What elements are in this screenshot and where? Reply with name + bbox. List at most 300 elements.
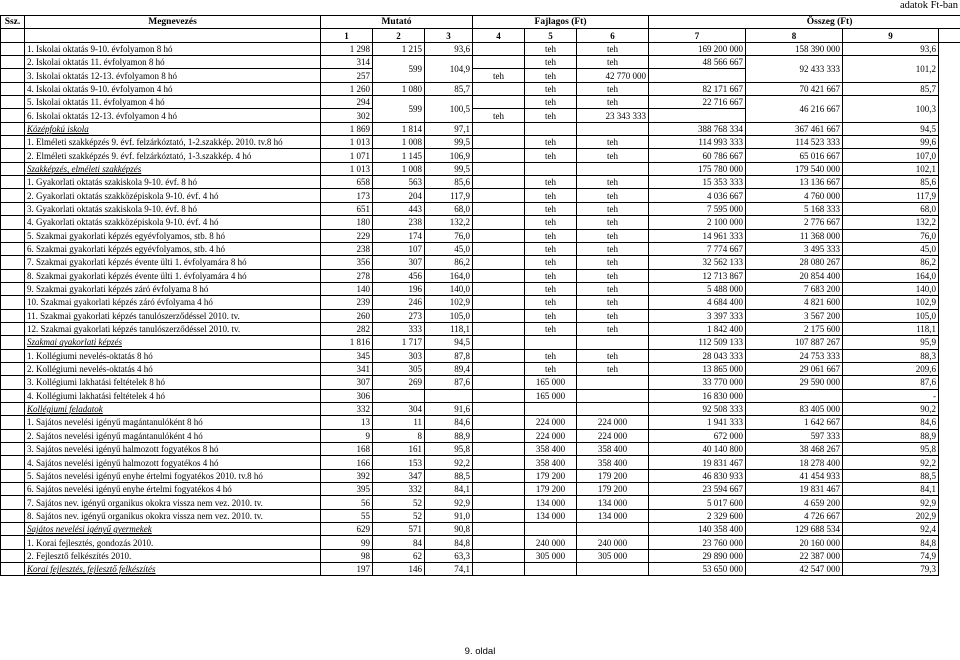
row-label: 2. Sajátos nevelési igényű magántanulóként 4 hó: [25, 429, 321, 442]
spacer-cell: [473, 362, 525, 375]
table-cell: teh: [577, 242, 649, 255]
table-cell: 8: [373, 429, 425, 442]
row-label: 7. Szakmai gyakorlati képzés évente ülti 1. évfolyamára 8 hó: [25, 256, 321, 269]
table-cell: 114 523 333: [746, 136, 843, 149]
spacer-cell: [473, 96, 525, 109]
row-label: 6. Szakmai gyakorlati képzés egyévfolyamos, stb. 4 hó: [25, 242, 321, 255]
ssz-cell: [1, 69, 25, 82]
table-cell: 70 421 667: [746, 82, 843, 95]
table-cell: 302: [321, 109, 373, 122]
ssz-cell: [1, 189, 25, 202]
table-cell: 305 000: [577, 549, 649, 562]
ssz-cell: [1, 549, 25, 562]
spacer-cell: [473, 149, 525, 162]
table-cell: 52: [373, 509, 425, 522]
ssz-cell: [1, 563, 25, 576]
table-row: [1, 416, 960, 429]
table-cell: 392: [321, 469, 373, 482]
row-label: 1. Kollégiumi nevelés-oktatás 8 hó: [25, 349, 321, 362]
table-row: [1, 349, 960, 362]
table-cell: 106,9: [425, 149, 473, 162]
table-cell: 224 000: [577, 416, 649, 429]
spacer-cell: [473, 282, 525, 295]
row-label: Középfokú iskola: [25, 122, 321, 135]
table-cell: 5 168 333: [746, 202, 843, 215]
table-cell: [525, 122, 577, 135]
table-cell: 1 071: [321, 149, 373, 162]
table-cell: teh: [473, 69, 525, 82]
table-cell: teh: [525, 216, 577, 229]
table-cell: 91,0: [425, 509, 473, 522]
table-cell: teh: [525, 349, 577, 362]
table-cell: teh: [577, 269, 649, 282]
spacer-cell: [473, 229, 525, 242]
table-cell: 92,9: [425, 496, 473, 509]
table-cell: 273: [373, 309, 425, 322]
table-cell: 87,6: [843, 376, 939, 389]
row-label: Sajátos nevelési igényű gyermekek: [25, 523, 321, 536]
table-cell: 29 890 000: [649, 549, 746, 562]
table-cell: 95,8: [425, 443, 473, 456]
table-cell: 179 200: [525, 483, 577, 496]
table-cell: 294: [321, 96, 373, 109]
table-cell: 209,6: [843, 362, 939, 375]
table-row: [1, 456, 960, 469]
table-cell: 55: [321, 509, 373, 522]
table-cell: 13: [321, 416, 373, 429]
table-cell: teh: [525, 362, 577, 375]
table-cell: 304: [373, 402, 425, 415]
table-cell: teh: [577, 362, 649, 375]
table-cell: 1 816: [321, 336, 373, 349]
table-cell: teh: [577, 82, 649, 95]
table-cell: 74,1: [425, 563, 473, 576]
table-cell: 164,0: [843, 269, 939, 282]
table-cell: 20 160 000: [746, 536, 843, 549]
table-body: [1, 42, 960, 576]
table-cell: 563: [373, 176, 425, 189]
table-row: [1, 56, 960, 69]
table-cell: 98: [321, 549, 373, 562]
table-cell: 306: [321, 389, 373, 402]
table-cell: 90,2: [843, 402, 939, 415]
table-row: [1, 443, 960, 456]
table-row: [1, 469, 960, 482]
row-label: 1. Sajátos nevelési igényű magántanulóként 8 hó: [25, 416, 321, 429]
table-cell: teh: [525, 109, 577, 122]
spacer-cell: [473, 189, 525, 202]
table-cell: 24 753 333: [746, 349, 843, 362]
table-cell: [577, 389, 649, 402]
table-cell: 22 716 667: [649, 96, 746, 109]
spacer-cell: [473, 429, 525, 442]
table-cell: 1 013: [321, 136, 373, 149]
table-cell: [577, 376, 649, 389]
table-cell: 672 000: [649, 429, 746, 442]
table-cell: 94,5: [843, 122, 939, 135]
table-row: [1, 256, 960, 269]
table-cell: 29 061 667: [746, 362, 843, 375]
table-cell: teh: [525, 256, 577, 269]
table-cell: 314: [321, 56, 373, 69]
unit-caption: adatok Ft-ban: [899, 0, 958, 11]
header-fajlagos: Fajlagos (Ft): [473, 16, 649, 29]
row-label: Korai fejlesztés, fejlesztő felkészítés: [25, 563, 321, 576]
table-cell: 4 726 667: [746, 509, 843, 522]
table-cell: 1 717: [373, 336, 425, 349]
group-total-row: [1, 122, 960, 135]
table-cell: -: [843, 389, 939, 402]
table-cell: 91,6: [425, 402, 473, 415]
table-cell: 140,0: [425, 282, 473, 295]
table-cell: teh: [525, 282, 577, 295]
table-cell: teh: [525, 136, 577, 149]
table-cell: 1 814: [373, 122, 425, 135]
table-cell: 23 594 667: [649, 483, 746, 496]
spacer-cell: [473, 536, 525, 549]
table-cell: 14 961 333: [649, 229, 746, 242]
column-number-blank: [939, 29, 960, 42]
table-cell: 3 495 333: [746, 242, 843, 255]
row-label: Kollégiumi feladatok: [25, 402, 321, 415]
table-cell: 94,5: [425, 336, 473, 349]
column-number: 9: [843, 29, 939, 42]
spacer-cell: [473, 349, 525, 362]
table-cell: 42 547 000: [746, 563, 843, 576]
table-cell: 165 000: [525, 389, 577, 402]
table-cell: 140 358 400: [649, 523, 746, 536]
table-cell: 45,0: [425, 242, 473, 255]
row-label: 3. Iskolai oktatás 12-13. évfolyamon 8 hó: [25, 69, 321, 82]
table-cell: 169 200 000: [649, 42, 746, 55]
ssz-cell: [1, 282, 25, 295]
table-cell: 45,0: [843, 242, 939, 255]
row-label: 10. Szakmai gyakorlati képzés záró évfolyama 4 hó: [25, 296, 321, 309]
spacer-cell: [473, 376, 525, 389]
column-number: 8: [746, 29, 843, 42]
table-cell: 4 036 667: [649, 189, 746, 202]
table-cell: teh: [525, 176, 577, 189]
table-cell: 11 368 000: [746, 229, 843, 242]
spacer-cell: [473, 389, 525, 402]
ssz-cell: [1, 536, 25, 549]
ssz-cell: [1, 176, 25, 189]
table-cell: 88,9: [425, 429, 473, 442]
table-cell: 179 540 000: [746, 162, 843, 175]
ssz-cell: [1, 149, 25, 162]
table-cell: teh: [577, 229, 649, 242]
table-row: [1, 176, 960, 189]
table-cell: 224 000: [525, 416, 577, 429]
column-number: 4: [473, 29, 525, 42]
group-total-row: [1, 523, 960, 536]
table-cell: 179 200: [525, 469, 577, 482]
spacer-cell: [473, 416, 525, 429]
table-cell: 1 941 333: [649, 416, 746, 429]
table-cell: 5 488 000: [649, 282, 746, 295]
table-cell: 358 400: [577, 456, 649, 469]
table-cell: 332: [373, 483, 425, 496]
row-label: 3. Gyakorlati oktatás szakiskola 9-10. évf. 8 hó: [25, 202, 321, 215]
table-cell: 2 329 600: [649, 509, 746, 522]
table-cell: 240 000: [525, 536, 577, 549]
table-cell: teh: [525, 242, 577, 255]
table-cell: 658: [321, 176, 373, 189]
row-label: 5. Sajátos nevelési igényű enyhe értelmi fogyatékos 2010. tv.8 hó: [25, 469, 321, 482]
table-cell: 168: [321, 443, 373, 456]
table-cell: 180: [321, 216, 373, 229]
table-cell: teh: [577, 56, 649, 69]
table-cell: 307: [373, 256, 425, 269]
table-row: [1, 82, 960, 95]
table-cell: teh: [525, 309, 577, 322]
table-cell: 85,7: [425, 82, 473, 95]
table-cell: 48 566 667: [649, 56, 746, 69]
row-label: 3. Sajátos nevelési igényű halmozott fogyatékos 8 hó: [25, 443, 321, 456]
ssz-cell: [1, 362, 25, 375]
table-cell: 305: [373, 362, 425, 375]
table-cell: 20 854 400: [746, 269, 843, 282]
row-label: 4. Gyakorlati oktatás szakközépiskola 9-10. évf. 4 hó: [25, 216, 321, 229]
spacer-cell: [473, 162, 525, 175]
table-cell: [525, 336, 577, 349]
row-label: 11. Szakmai gyakorlati képzés tanulószerződéssel 2010. tv.: [25, 309, 321, 322]
table-cell: teh: [525, 96, 577, 109]
table-cell: teh: [525, 69, 577, 82]
table-cell: 278: [321, 269, 373, 282]
table-cell: 92 508 333: [649, 402, 746, 415]
table-cell: 269: [373, 376, 425, 389]
table-cell: teh: [525, 322, 577, 335]
table-cell: 3 397 333: [649, 309, 746, 322]
table-cell: 99,5: [425, 162, 473, 175]
table-cell: 599: [373, 56, 425, 83]
column-number: 5: [525, 29, 577, 42]
table-cell: 46 216 667: [746, 96, 843, 123]
column-number-row: [1, 29, 960, 42]
table-cell: teh: [525, 269, 577, 282]
row-label: 2. Elméleti szakképzés 9. évf. felzárkóztató, 1-3.szakkép. 4 hó: [25, 149, 321, 162]
table-cell: 395: [321, 483, 373, 496]
table-cell: 52: [373, 496, 425, 509]
table-cell: 367 461 667: [746, 122, 843, 135]
ssz-cell: [1, 122, 25, 135]
table-cell: [425, 389, 473, 402]
table-cell: [577, 162, 649, 175]
ssz-cell: [1, 443, 25, 456]
table-row: [1, 42, 960, 55]
table-cell: 117,9: [425, 189, 473, 202]
spacer-cell: [473, 176, 525, 189]
spacer-cell: [473, 336, 525, 349]
ssz-cell: [1, 402, 25, 415]
column-number: 1: [321, 29, 373, 42]
spacer-cell: [473, 469, 525, 482]
table-cell: 87,8: [425, 349, 473, 362]
table-cell: 1 842 400: [649, 322, 746, 335]
table-cell: teh: [577, 256, 649, 269]
table-cell: 88,5: [425, 469, 473, 482]
table-cell: [577, 122, 649, 135]
table-cell: 38 468 267: [746, 443, 843, 456]
table-cell: teh: [577, 282, 649, 295]
table-cell: 56: [321, 496, 373, 509]
table-cell: 229: [321, 229, 373, 242]
table-cell: 239: [321, 296, 373, 309]
table-cell: 146: [373, 563, 425, 576]
table-cell: 240 000: [577, 536, 649, 549]
table-cell: 4 659 200: [746, 496, 843, 509]
ssz-cell: [1, 256, 25, 269]
table-cell: 84,8: [425, 536, 473, 549]
table-row: [1, 376, 960, 389]
spacer-cell: [473, 82, 525, 95]
table-cell: 173: [321, 189, 373, 202]
table-row: [1, 269, 960, 282]
table-cell: [577, 402, 649, 415]
column-number: 2: [373, 29, 425, 42]
table-cell: 140: [321, 282, 373, 295]
table-row: [1, 309, 960, 322]
ssz-cell: [1, 96, 25, 109]
table-row: [1, 362, 960, 375]
spacer-cell: [473, 322, 525, 335]
table-cell: 13 865 000: [649, 362, 746, 375]
page-number: 9. oldal: [464, 646, 496, 657]
table-cell: 1 013: [321, 162, 373, 175]
table-cell: 85,6: [425, 176, 473, 189]
table-cell: 63,3: [425, 549, 473, 562]
ssz-cell: [1, 523, 25, 536]
table-cell: 307: [321, 376, 373, 389]
table-cell: teh: [577, 42, 649, 55]
ssz-cell: [1, 42, 25, 55]
table-cell: 97,1: [425, 122, 473, 135]
table-cell: teh: [473, 109, 525, 122]
table-cell: [577, 563, 649, 576]
table-cell: 224 000: [577, 429, 649, 442]
table-cell: teh: [525, 202, 577, 215]
table-cell: 282: [321, 322, 373, 335]
table-cell: 2 776 667: [746, 216, 843, 229]
ssz-cell: [1, 336, 25, 349]
table-cell: teh: [525, 42, 577, 55]
table-cell: 11: [373, 416, 425, 429]
table-cell: 166: [321, 456, 373, 469]
table-row: [1, 536, 960, 549]
table-cell: teh: [577, 349, 649, 362]
table-cell: 104,9: [425, 56, 473, 83]
group-total-row: [1, 402, 960, 415]
table-cell: 12 713 867: [649, 269, 746, 282]
table-cell: 303: [373, 349, 425, 362]
row-label: 1. Elméleti szakképzés 9. évf. felzárkóztató, 1-2.szakkép. 2010. tv.8 hó: [25, 136, 321, 149]
table-cell: 105,0: [425, 309, 473, 322]
ssz-cell: [1, 456, 25, 469]
header-ssz: Ssz.: [1, 16, 25, 29]
table-cell: 84,8: [843, 536, 939, 549]
table-cell: 100,3: [843, 96, 939, 123]
row-label: 8. Sajátos nev. igényű organikus okokra vissza nem vez. 2010. tv.: [25, 509, 321, 522]
spacer-cell: [473, 456, 525, 469]
table-row: [1, 216, 960, 229]
ssz-cell: [1, 229, 25, 242]
ssz-cell: [1, 269, 25, 282]
table-cell: 88,3: [843, 349, 939, 362]
table-cell: 92,9: [843, 496, 939, 509]
table-row: [1, 389, 960, 402]
table-cell: 42 770 000: [577, 69, 649, 82]
table-cell: 118,1: [843, 322, 939, 335]
table-cell: [746, 389, 843, 402]
row-label: 6. Iskolai oktatás 12-13. évfolyamon 4 hó: [25, 109, 321, 122]
spacer-cell: [473, 309, 525, 322]
spacer-cell: [473, 296, 525, 309]
table-row: [1, 202, 960, 215]
table-cell: 74,9: [843, 549, 939, 562]
table-cell: teh: [577, 176, 649, 189]
table-cell: 4 684 400: [649, 296, 746, 309]
table-cell: 32 562 133: [649, 256, 746, 269]
table-cell: 175 780 000: [649, 162, 746, 175]
table-cell: 86,2: [843, 256, 939, 269]
table-cell: 204: [373, 189, 425, 202]
table-row: [1, 242, 960, 255]
table-cell: 23 760 000: [649, 536, 746, 549]
table-cell: teh: [525, 149, 577, 162]
spacer-cell: [473, 443, 525, 456]
spacer-cell: [473, 402, 525, 415]
table-cell: 1 080: [373, 82, 425, 95]
table-cell: 99: [321, 536, 373, 549]
table-cell: 651: [321, 202, 373, 215]
ssz-cell: [1, 162, 25, 175]
row-label: 6. Sajátos nevelési igényű enyhe értelmi fogyatékos 4 hó: [25, 483, 321, 496]
ssz-cell: [1, 509, 25, 522]
table-cell: 571: [373, 523, 425, 536]
table-row: [1, 282, 960, 295]
spacer-cell: [473, 549, 525, 562]
table-cell: teh: [525, 56, 577, 69]
table-cell: 1 008: [373, 136, 425, 149]
table-cell: 89,4: [425, 362, 473, 375]
spacer-cell: [473, 496, 525, 509]
row-label: 8. Szakmai gyakorlati képzés évente ülti 1. évfolyamára 4 hó: [25, 269, 321, 282]
column-number: 7: [649, 29, 746, 42]
table-cell: 87,6: [425, 376, 473, 389]
table-cell: 599: [373, 96, 425, 123]
table-cell: 2 175 600: [746, 322, 843, 335]
table-cell: 29 590 000: [746, 376, 843, 389]
ssz-cell: [1, 136, 25, 149]
table-cell: 165 000: [525, 376, 577, 389]
table-cell: [525, 402, 577, 415]
table-cell: 105,0: [843, 309, 939, 322]
table-cell: 88,5: [843, 469, 939, 482]
ssz-cell: [1, 429, 25, 442]
table-cell: teh: [577, 96, 649, 109]
table-cell: teh: [577, 216, 649, 229]
row-label: 4. Sajátos nevelési igényű halmozott fogyatékos 4 hó: [25, 456, 321, 469]
table-row: [1, 496, 960, 509]
column-number: 6: [577, 29, 649, 42]
table-cell: 112 509 133: [649, 336, 746, 349]
table-row: [1, 322, 960, 335]
table-row: [1, 149, 960, 162]
row-label: Szakképzés, elméleti szakképzés: [25, 162, 321, 175]
table-row: [1, 549, 960, 562]
table-cell: 22 387 000: [746, 549, 843, 562]
